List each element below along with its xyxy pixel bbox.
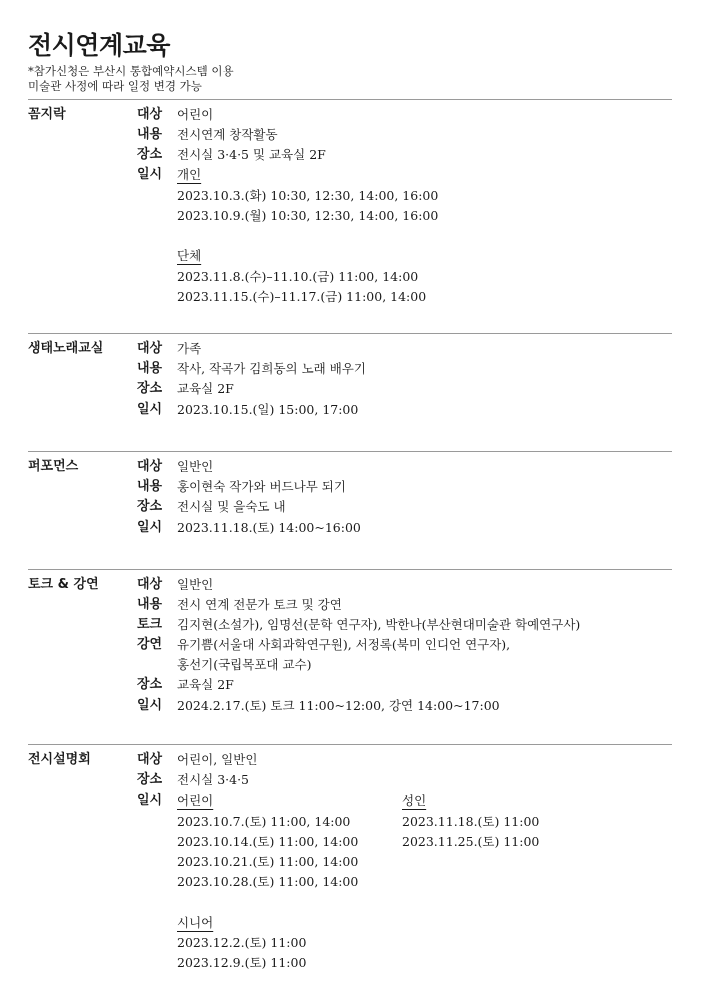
label-date: 일시 xyxy=(137,167,163,182)
label-target: 대상 xyxy=(137,107,163,122)
divider xyxy=(28,451,672,452)
divider xyxy=(28,569,672,570)
value-place: 교육실 2F xyxy=(177,381,234,396)
value-lecture: 유기쁨(서울대 사회과학연구원), 서정록(북미 인디언 연구자), xyxy=(177,637,511,652)
group-label-children: 어린이 xyxy=(177,793,214,808)
label-place: 장소 xyxy=(137,499,163,514)
row-place xyxy=(137,770,672,790)
row-content xyxy=(137,595,672,615)
label-place: 장소 xyxy=(137,147,163,162)
section-title: 생태노래교실 xyxy=(28,341,104,356)
date-line: 2023.12.2.(토) 11:00 xyxy=(177,935,307,950)
label-talk: 토크 xyxy=(137,617,163,632)
date-line: 2023.11.15.(수)–11.17.(금) 11:00, 14:00 xyxy=(177,289,427,304)
label-date: 일시 xyxy=(137,793,163,808)
row-target xyxy=(137,105,672,125)
label-content: 내용 xyxy=(137,127,163,142)
label-target: 대상 xyxy=(137,459,163,474)
label-lecture: 강연 xyxy=(137,637,163,652)
label-content: 내용 xyxy=(137,597,163,612)
note-schedule-change: 미술관 사정에 따라 일정 변경 가능 xyxy=(28,79,202,93)
row-date xyxy=(137,400,672,420)
row-target xyxy=(137,750,672,770)
value-target: 일반인 xyxy=(177,459,214,474)
row-lecture xyxy=(137,635,672,655)
value-content: 작사, 작곡가 김희동의 노래 배우기 xyxy=(177,361,366,376)
value-date: 2024.2.17.(토) 토크 11:00~12:00, 강연 14:00~17:00 xyxy=(177,698,500,713)
date-line: 2023.11.18.(토) 11:00 xyxy=(402,814,540,829)
divider xyxy=(28,744,672,745)
value-place: 전시실 및 을숙도 내 xyxy=(177,499,286,514)
date-line: 2023.10.7.(토) 11:00, 14:00 xyxy=(177,814,351,829)
date-line: 2023.10.14.(토) 11:00, 14:00 xyxy=(177,834,359,849)
group-label-individual: 개인 xyxy=(177,167,202,182)
row-date xyxy=(137,696,672,716)
section-title: 퍼포먼스 xyxy=(28,459,79,474)
value-content: 전시 연계 전문가 토크 및 강연 xyxy=(177,597,342,612)
label-place: 장소 xyxy=(137,677,163,692)
group-label-adult: 성인 xyxy=(402,793,427,808)
value-place: 전시실 3·4·5 및 교육실 2F xyxy=(177,147,326,162)
row-content xyxy=(137,477,672,497)
label-content: 내용 xyxy=(137,479,163,494)
note-registration: *참가신청은 부산시 통합예약시스템 이용 xyxy=(28,64,234,78)
value-target: 가족 xyxy=(177,341,202,356)
label-content: 내용 xyxy=(137,361,163,376)
divider xyxy=(28,333,672,334)
value-date: 2023.11.18.(토) 14:00~16:00 xyxy=(177,520,361,535)
value-place: 전시실 3·4·5 xyxy=(177,772,250,787)
label-target: 대상 xyxy=(137,577,163,592)
row-place xyxy=(137,497,672,517)
date-line: 2023.10.21.(토) 11:00, 14:00 xyxy=(177,854,359,869)
row-date xyxy=(137,165,672,185)
row-target xyxy=(137,575,672,595)
value-target: 어린이 xyxy=(177,107,214,122)
row-target xyxy=(137,339,672,359)
row-talk xyxy=(137,615,672,635)
label-target: 대상 xyxy=(137,341,163,356)
group-label-senior: 시니어 xyxy=(177,915,214,930)
row-place xyxy=(137,379,672,399)
label-date: 일시 xyxy=(137,402,163,417)
date-line: 2023.10.9.(월) 10:30, 12:30, 14:00, 16:00 xyxy=(177,208,439,223)
row-date xyxy=(137,518,672,538)
row-target xyxy=(137,457,672,477)
date-line: 2023.11.25.(토) 11:00 xyxy=(402,834,540,849)
label-target: 대상 xyxy=(137,752,163,767)
label-date: 일시 xyxy=(137,520,163,535)
section-title: 꼼지락 xyxy=(28,107,66,122)
label-place: 장소 xyxy=(137,381,163,396)
divider xyxy=(28,99,672,100)
row-content xyxy=(137,125,672,145)
row-place xyxy=(137,145,672,165)
value-target: 어린이, 일반인 xyxy=(177,752,258,767)
label-place: 장소 xyxy=(137,772,163,787)
value-content: 홍이현숙 작가와 버드나무 되기 xyxy=(177,479,346,494)
date-line: 2023.10.3.(화) 10:30, 12:30, 14:00, 16:00 xyxy=(177,188,439,203)
date-line: 2023.12.9.(토) 11:00 xyxy=(177,955,307,970)
value-lecture-continued: 홍선기(국립목포대 교수) xyxy=(177,657,312,672)
value-target: 일반인 xyxy=(177,577,214,592)
section-title: 전시설명회 xyxy=(28,752,91,767)
value-place: 교육실 2F xyxy=(177,677,234,692)
group-label-group: 단체 xyxy=(177,248,202,263)
row-place xyxy=(137,675,672,695)
value-date: 2023.10.15.(일) 15:00, 17:00 xyxy=(177,402,359,417)
label-date: 일시 xyxy=(137,698,163,713)
section-title: 토크 & 강연 xyxy=(28,577,99,592)
date-line: 2023.10.28.(토) 11:00, 14:00 xyxy=(177,874,359,889)
value-content: 전시연계 창작활동 xyxy=(177,127,278,142)
page-title: 전시연계교육 xyxy=(28,31,170,60)
row-content xyxy=(137,359,672,379)
value-talk: 김지현(소설가), 임명선(문학 연구자), 박한나(부산현대미술관 학예연구사) xyxy=(177,617,581,632)
date-line: 2023.11.8.(수)–11.10.(금) 11:00, 14:00 xyxy=(177,269,419,284)
